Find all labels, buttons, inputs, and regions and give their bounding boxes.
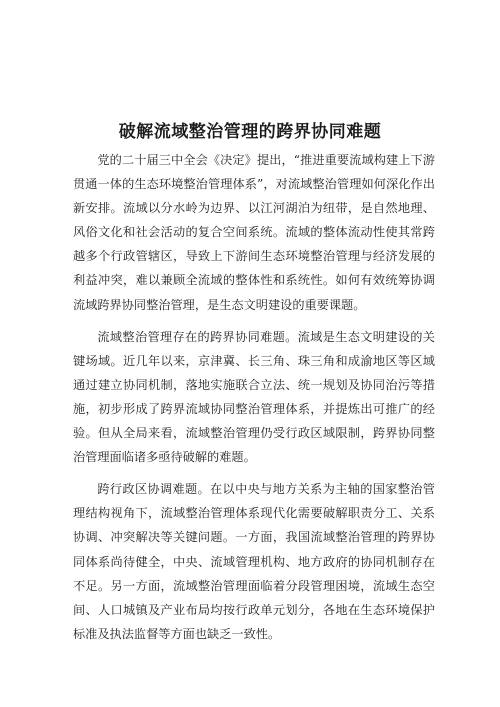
document-title: 破解流域整治管理的跨界协同难题 xyxy=(118,122,382,142)
paragraph-2: 流域整治管理存在的跨界协同难题。流域是生态文明建设的关键场域。近几年以来，京津冀、长三角、珠三角和成渝地区等区域通过建立协同机制，落地实施联合立法、统一规划及协同治污等措施，初步形成了跨界流域协同整治管理体系，并提炼出可推广的经验。但从全局来看，流域整治管理仍受行政区域限制，跨界协同整治管理面临诸多亟待破解的难题。 xyxy=(73,329,435,465)
paragraph-1: 党的二十届三中全会《决定》提出，“推进重要流域构建上下游贯通一体的生态环境整治管理体系”，对流域整治管理如何深化作出新安排。流域以分水岭为边界、以江河湖泊为纽带，是自然地理、风俗文化和社会活动的复合空间系统。流域的整体流动性使其常跨越多个行政管辖区，导致上下游间生态环境整治管理与经济发展的利益冲突，难以兼顾全流域的整体性和系统性。如何有效统筹协调流域跨界协同整治管理，是生态文明建设的重要课题。 xyxy=(73,153,435,312)
document-body xyxy=(73,148,435,654)
paragraph-3: 跨行政区协调难题。在以中央与地方关系为主轴的国家整治管理结构视角下，流域整治管理体系现代化需要破解职责分工、关系协调、冲突解决等关键问题。一方面，我国流域整治管理的跨界协同体系尚待健全，中央、流域管理机构、地方政府的协同机制存在不足。另一方面，流域整治管理面临着分段管理困境，流域生态空间、人口城镇及产业布局均按行政单元划分，各地在生态环境保护标准及执法监督等方面也缺乏一致性。 xyxy=(73,482,435,641)
